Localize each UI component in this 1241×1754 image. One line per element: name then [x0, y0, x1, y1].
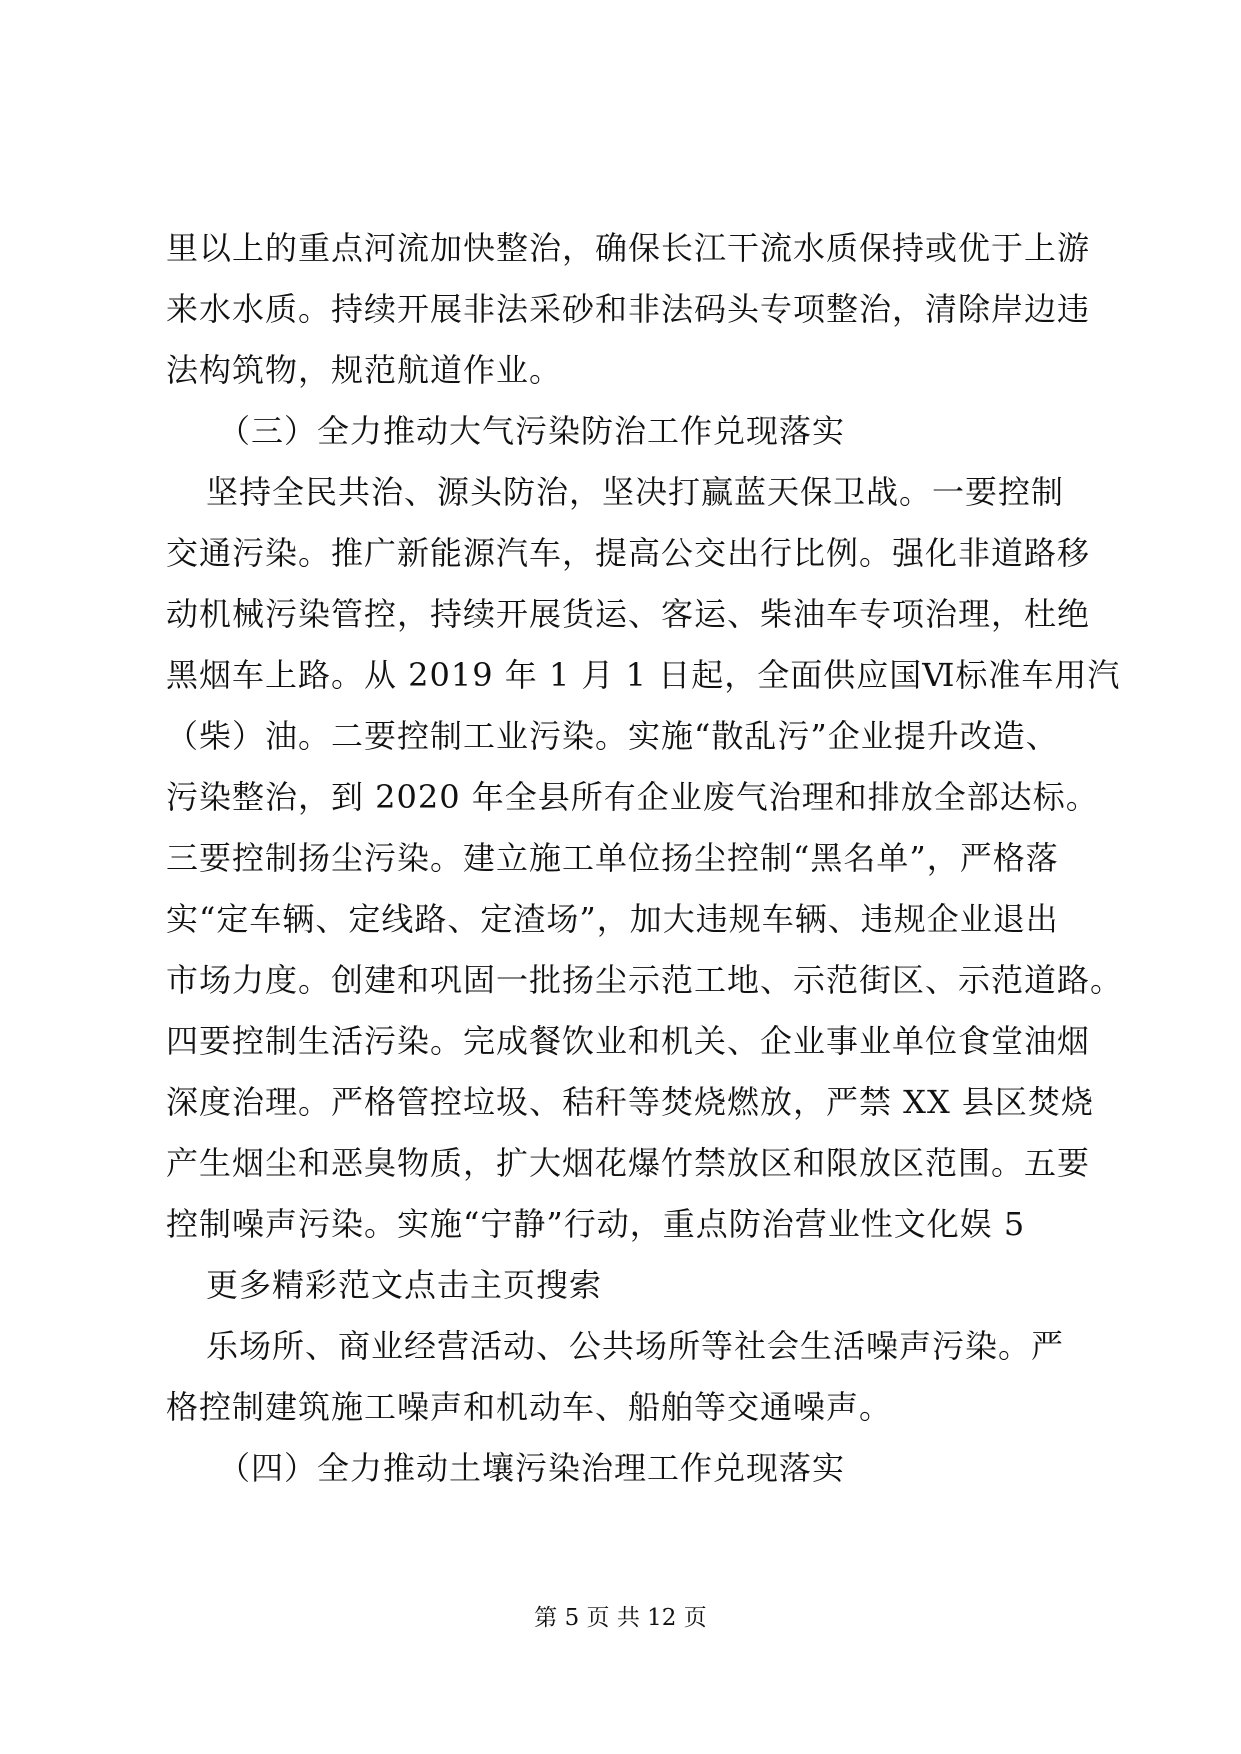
page-footer: 第 5 页 共 12 页 [534, 1605, 707, 1631]
text-line: 格控制建筑施工噪声和机动车、船舶等交通噪声。 [166, 1388, 893, 1426]
text-line: 市场力度。创建和巩固一批扬尘示范工地、示范街区、示范道路。 [166, 961, 1124, 999]
text-line: 动机械污染管控，持续开展货运、客运、柴油车专项治理，杜绝 [166, 595, 1091, 633]
section-heading: （三）全力推动大气污染防治工作兑现落实 [218, 412, 846, 450]
text-line: 污染整治，到 2020 年全县所有企业废气治理和排放全部达标。 [166, 778, 1099, 816]
text-line: 法构筑物，规范航道作业。 [166, 351, 563, 389]
paragraph-start: 乐场所、商业经营活动、公共场所等社会生活噪声污染。严 [206, 1327, 1065, 1365]
paragraph-start: 坚持全民共治、源头防治，坚决打赢蓝天保卫战。一要控制 [206, 473, 1065, 511]
section-heading: （四）全力推动土壤污染治理工作兑现落实 [218, 1449, 846, 1487]
text-line: 来水水质。持续开展非法采砂和非法码头专项整治，清除岸边违 [166, 290, 1091, 328]
text-line: 里以上的重点河流加快整治，确保长江干流水质保持或优于上游 [166, 229, 1091, 267]
text-line: 产生烟尘和恶臭物质，扩大烟花爆竹禁放区和限放区范围。五要 [166, 1144, 1091, 1182]
promo-text: 更多精彩范文点击主页搜索 [206, 1266, 603, 1304]
text-line: 实“定车辆、定线路、定渣场”，加大违规车辆、违规企业退出 [166, 900, 1059, 938]
text-line: 黑烟车上路。从 2019 年 1 月 1 日起，全面供应国Ⅵ标准车用汽 [166, 656, 1121, 694]
text-line: 三要控制扬尘污染。建立施工单位扬尘控制“黑名单”，严格落 [166, 839, 1059, 877]
text-line: 控制噪声污染。实施“宁静”行动，重点防治营业性文化娱 5 [166, 1205, 1026, 1243]
text-line: 深度治理。严格管控垃圾、秸秆等焚烧燃放，严禁 XX 县区焚烧 [166, 1083, 1094, 1121]
text-line: 交通污染。推广新能源汽车，提高公交出行比例。强化非道路移 [166, 534, 1091, 572]
text-line: （柴）油。二要控制工业污染。实施“散乱污”企业提升改造、 [166, 717, 1059, 755]
text-line: 四要控制生活污染。完成餐饮业和机关、企业事业单位食堂油烟 [166, 1022, 1091, 1060]
